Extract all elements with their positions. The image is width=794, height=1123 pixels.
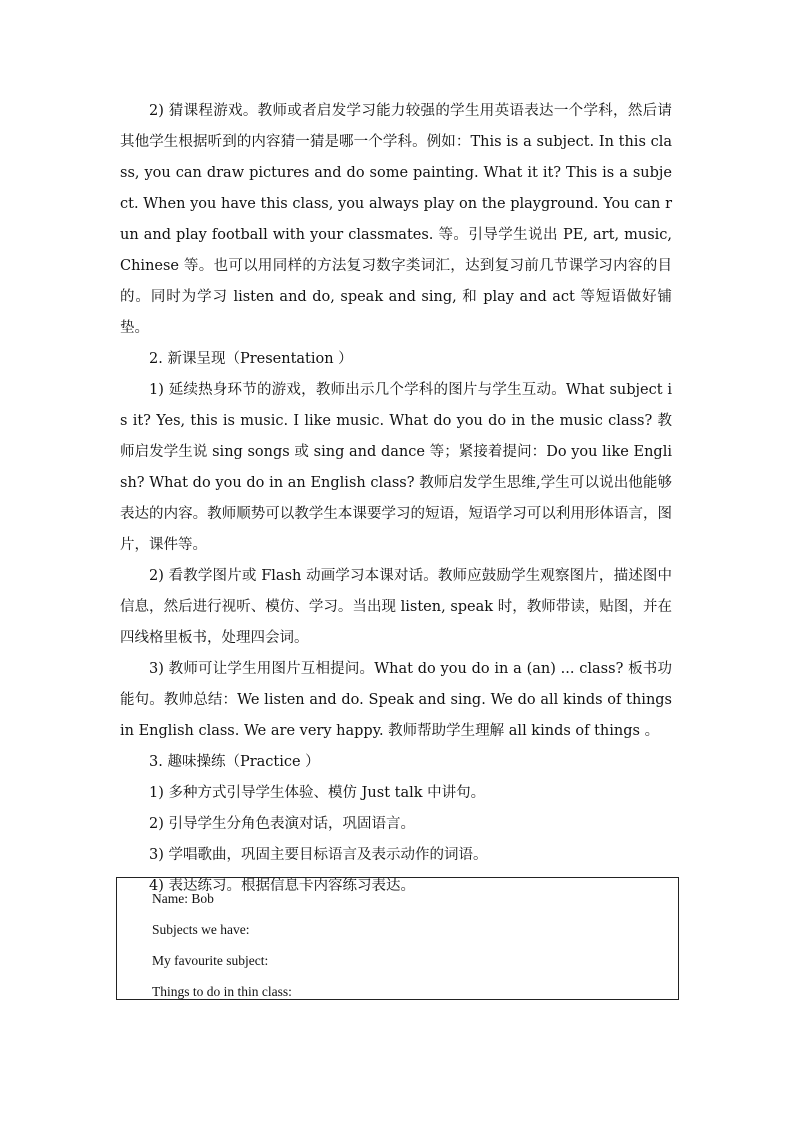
paragraph-practice-step-4: 4) 表达练习。根据信息卡内容练习表达。: [149, 878, 415, 894]
document-body: [120, 96, 672, 902]
paragraph-practice-step-2: 2) 引导学生分角色表演对话，巩固语言。: [149, 816, 415, 832]
info-card-subjects-line: Subjects we have:: [152, 922, 250, 937]
info-card-name-line: Name: Bob: [152, 891, 214, 906]
paragraph-presentation-step-2: 2) 看教学图片或 Flash 动画学习本课对话。教师应鼓励学生观察图片，描述图中信息，然后进行视听、模仿、学习。当出现 listen, speak 时，教师带读，贴图，并在四线格里板书，处理四会词。: [120, 568, 672, 646]
section-heading-practice: 3. 趣味操练（Practice ）: [149, 754, 320, 770]
info-card-table: [116, 877, 679, 1000]
paragraph-practice-step-1: 1) 多种方式引导学生体验、模仿 Just talk 中讲句。: [149, 785, 486, 801]
paragraph-guess-subject-game: 2) 猜课程游戏。教师或者启发学习能力较强的学生用英语表达一个学科，然后请其他学生根据听到的内容猜一猜是哪一个学科。例如：This is a subject. In this class, you can draw pictures and do some painting. What it it? This is a subject. When you have this class, you always play on the playground. You can run and play football with your classmates. 等。引导学生说出 PE, art, music, Chinese 等。也可以用同样的方法复习数字类词汇，达到复习前几节课学习内容的目的。同时为学习 listen and do, speak and sing, 和 play and act 等短语做好铺垫。: [120, 103, 672, 336]
paragraph-practice-step-3: 3) 学唱歌曲，巩固主要目标语言及表示动作的词语。: [149, 847, 488, 863]
info-card-things-line: Things to do in thin class:: [152, 984, 292, 999]
paragraph-presentation-step-1: 1) 延续热身环节的游戏，教师出示几个学科的图片与学生互动。What subject is it? Yes, this is music. I like music. What do you do in the music class? 教师启发学生说 sing songs 或 sing and dance 等；紧接着提问：Do you like English? What do you do in an English class? 教师启发学生思维,学生可以说出他能够表达的内容。教师顺势可以教学生本课要学习的短语，短语学习可以利用形体语言，图片，课件等。: [120, 382, 672, 553]
section-heading-presentation: 2. 新课呈现（Presentation ）: [149, 351, 353, 367]
info-card-favourite-line: My favourite subject:: [152, 953, 269, 968]
paragraph-presentation-step-3: 3) 教师可让学生用图片互相提问。What do you do in a (an) ... class? 板书功能句。教帅总结：We listen and do. Speak and sing. We do all kinds of things in English class. We are very happy. 教师帮助学生理解 all kinds of things 。: [120, 661, 672, 739]
